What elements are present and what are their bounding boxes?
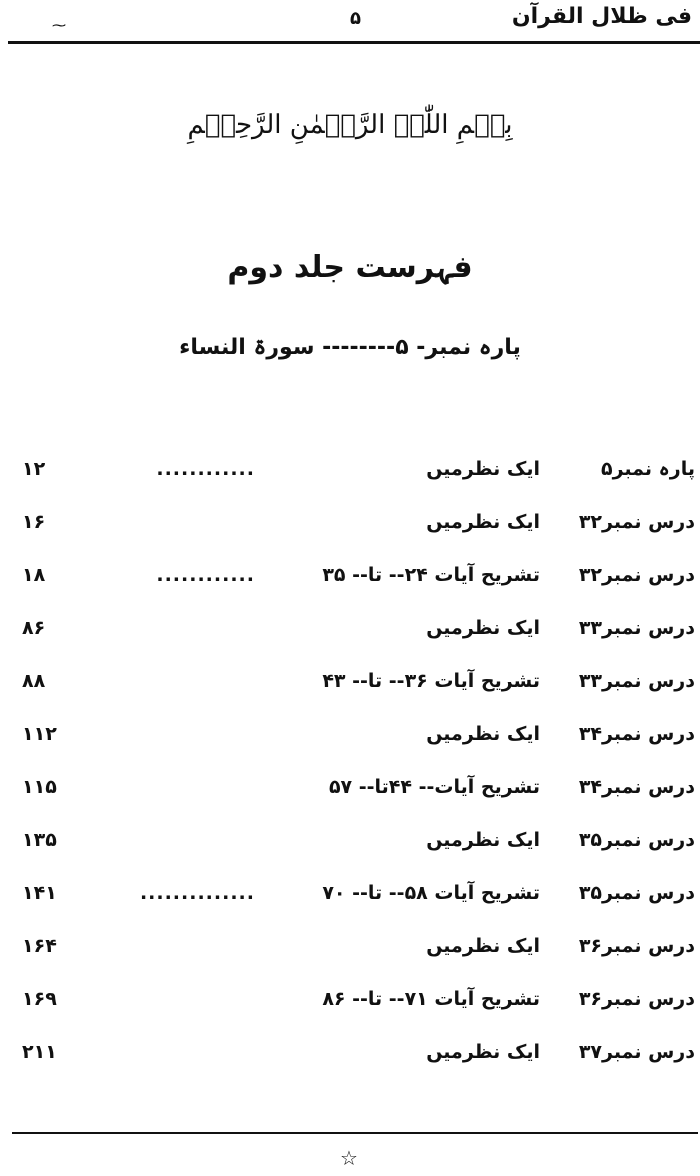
toc-row <box>0 564 700 604</box>
toc-leader-dots: .............. <box>139 882 255 904</box>
toc-row <box>0 935 700 975</box>
toc-page-number: ۱۲ <box>22 458 46 480</box>
toc-lesson: درس نمبر۳۶ <box>578 988 695 1010</box>
toc-page-number: ۱۶۹ <box>22 988 57 1010</box>
toc-row <box>0 1041 700 1081</box>
toc-page-number: ۸۸ <box>22 670 46 692</box>
toc-topic: ایک نظرمیں <box>426 829 540 851</box>
toc-page-number: ۱۶ <box>22 511 46 533</box>
toc-page-number: ۱۳۵ <box>22 829 57 851</box>
toc-leader-dots: ............ <box>156 458 255 480</box>
toc-lesson: درس نمبر۳۴ <box>578 776 695 798</box>
toc-lesson: درس نمبر۳۳ <box>578 617 695 639</box>
toc-topic: تشریح آیات-- ۴۴تا-- ۵۷ <box>328 776 540 798</box>
toc-topic: تشریح آیات ۵۸-- تا-- ۷۰ <box>322 882 540 904</box>
toc-lesson: درس نمبر۳۲ <box>578 511 695 533</box>
toc-topic: تشریح آیات ۷۱-- تا-- ۸۶ <box>322 988 540 1010</box>
running-header-title: فی ظلال القرآن <box>511 4 692 29</box>
page-heading: فہرست جلد دوم <box>227 250 473 285</box>
toc-row <box>0 723 700 763</box>
toc-lesson: درس نمبر۳۵ <box>578 829 695 851</box>
toc-page-number: ۱۴۱ <box>22 882 57 904</box>
toc-row <box>0 829 700 869</box>
toc-lesson: درس نمبر۳۲ <box>578 564 695 586</box>
toc-page-number: ۱۱۵ <box>22 776 57 798</box>
toc-lesson: درس نمبر۳۷ <box>578 1041 695 1063</box>
para-heading: پارہ نمبر- ۵-------- سورۃ النساء <box>179 335 521 360</box>
toc-row <box>0 670 700 710</box>
toc-page-number: ۱۶۴ <box>22 935 57 957</box>
header-rule <box>8 41 700 44</box>
toc-page-number: ۱۱۲ <box>22 723 57 745</box>
toc-topic: ایک نظرمیں <box>426 935 540 957</box>
toc-row <box>0 511 700 551</box>
bismillah: بِسۡمِ اللّٰہِ الرَّحۡمٰنِ الرَّحِیۡمِ <box>187 110 513 140</box>
toc-row <box>0 988 700 1028</box>
header-ornament: ⁓ <box>52 18 66 34</box>
toc-topic: ایک نظرمیں <box>426 723 540 745</box>
toc-lesson: درس نمبر۳۶ <box>578 935 695 957</box>
toc-leader-dots: ............ <box>156 564 255 586</box>
toc-row <box>0 776 700 816</box>
toc-topic: ایک نظرمیں <box>426 617 540 639</box>
toc-lesson: پارہ نمبر۵ <box>600 458 695 480</box>
toc-topic: تشریح آیات ۳۶-- تا-- ۴۳ <box>322 670 540 692</box>
toc-topic: تشریح آیات ۲۴-- تا-- ۳۵ <box>322 564 540 586</box>
toc-page-number: ۲۱۱ <box>22 1041 57 1063</box>
star-icon: ☆ <box>340 1146 358 1170</box>
footer-rule <box>12 1132 698 1134</box>
toc-row <box>0 458 700 498</box>
toc-lesson: درس نمبر۳۵ <box>578 882 695 904</box>
toc-page-number: ۸۶ <box>22 617 46 639</box>
page-number: ۵ <box>350 8 361 29</box>
toc-row <box>0 882 700 922</box>
toc-page-number: ۱۸ <box>22 564 46 586</box>
toc-topic: ایک نظرمیں <box>426 1041 540 1063</box>
toc-lesson: درس نمبر۳۳ <box>578 670 695 692</box>
toc-topic: ایک نظرمیں <box>426 458 540 480</box>
toc-topic: ایک نظرمیں <box>426 511 540 533</box>
toc-lesson: درس نمبر۳۴ <box>578 723 695 745</box>
toc-row <box>0 617 700 657</box>
